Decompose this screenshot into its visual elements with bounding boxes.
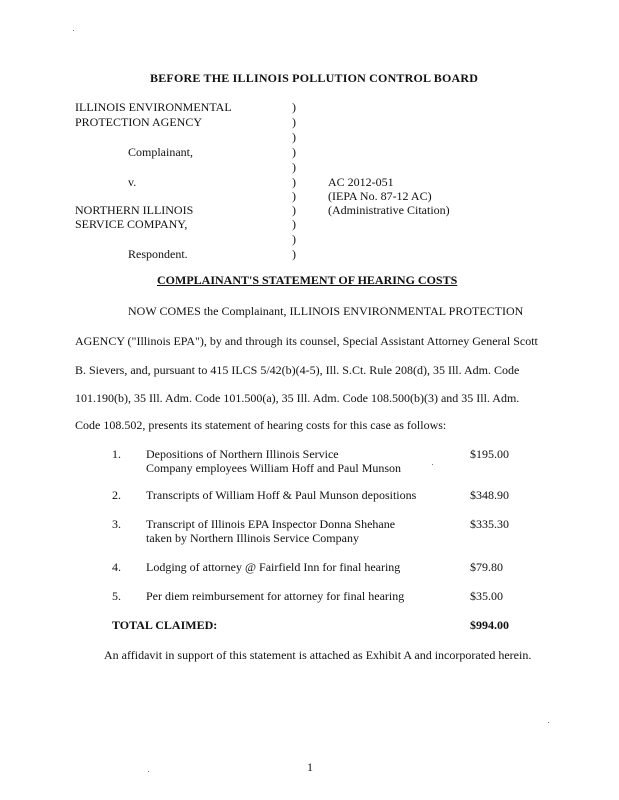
caption-paren: ) <box>292 203 296 217</box>
cost-item-description: Company employees William Hoff and Paul Munson <box>146 461 402 475</box>
intro-line: 101.190(b), 35 Ill. Adm. Code 101.500(a), 35 Ill. Adm. Code 108.500(b)(3) and 35 Ill. Adm. <box>75 391 520 405</box>
total-amount: $994.00 <box>470 618 509 632</box>
cost-item-amount: $348.90 <box>470 488 509 502</box>
cost-item-amount: $79.80 <box>470 560 503 574</box>
complainant-role: Complainant, <box>128 145 193 159</box>
cost-item-amount: $35.00 <box>470 589 503 603</box>
intro-line: B. Sievers, and, pursuant to 415 ILCS 5/42(b)(4-5), Ill. S.Ct. Rule 208(d), 35 Ill. Adm. Code <box>75 363 520 377</box>
cost-item-number: 2. <box>112 488 121 502</box>
cost-item-description: Lodging of attorney @ Fairfield Inn for final hearing <box>146 560 401 574</box>
cost-item-amount: $335.30 <box>470 517 509 531</box>
caption-paren: ) <box>292 130 296 144</box>
scan-speck <box>432 464 433 465</box>
caption-paren: ) <box>292 232 296 246</box>
versus-label: v. <box>128 175 137 189</box>
cost-item-number: 5. <box>112 589 121 603</box>
complainant-name-line1: ILLINOIS ENVIRONMENTAL <box>75 100 232 114</box>
board-title: BEFORE THE ILLINOIS POLLUTION CONTROL BOARD <box>150 71 479 85</box>
scan-speck <box>548 722 549 723</box>
scan-speck <box>148 771 149 772</box>
caption-paren: ) <box>292 189 296 203</box>
intro-line: AGENCY ("Illinois EPA"), by and through its counsel, Special Assistant Attorney General Scott <box>75 334 538 348</box>
total-label: TOTAL CLAIMED: <box>112 618 218 632</box>
caption-paren: ) <box>292 247 296 261</box>
cost-item-number: 4. <box>112 560 121 574</box>
respondent-role: Respondent. <box>128 247 188 261</box>
cost-item-description: Per diem reimbursement for attorney for final hearing <box>146 589 405 603</box>
cost-item-number: 3. <box>112 517 121 531</box>
scan-speck <box>73 30 74 31</box>
complainant-name-line2: PROTECTION AGENCY <box>75 115 203 129</box>
caption-paren: ) <box>292 145 296 159</box>
caption-paren: ) <box>292 115 296 129</box>
intro-line: NOW COMES the Complainant, ILLINOIS ENVIRONMENTAL PROTECTION <box>128 304 524 318</box>
iepa-number: (IEPA No. 87-12 AC) <box>328 189 432 203</box>
cost-item-number: 1. <box>112 447 121 461</box>
caption-paren: ) <box>292 160 296 174</box>
intro-line: Code 108.502, presents its statement of hearing costs for this case as follows: <box>75 418 447 432</box>
citation-type: (Administrative Citation) <box>328 203 450 217</box>
cost-item-description: taken by Northern Illinois Service Company <box>146 531 359 545</box>
page-number: 1 <box>307 760 313 774</box>
cost-item-description: Transcript of Illinois EPA Inspector Donna Shehane <box>146 517 396 531</box>
statement-heading: COMPLAINANT'S STATEMENT OF HEARING COSTS <box>157 273 458 287</box>
respondent-name-line1: NORTHERN ILLINOIS <box>75 203 194 217</box>
caption-paren: ) <box>292 217 296 231</box>
respondent-name-line2: SERVICE COMPANY, <box>75 217 188 231</box>
caption-paren: ) <box>292 100 296 114</box>
cost-item-amount: $195.00 <box>470 447 509 461</box>
cost-item-description: Depositions of Northern Illinois Service <box>146 447 339 461</box>
caption-paren: ) <box>292 175 296 189</box>
case-number: AC 2012-051 <box>328 175 394 189</box>
cost-item-description: Transcripts of William Hoff & Paul Munson depositions <box>146 488 417 502</box>
affidavit-note: An affidavit in support of this statement is attached as Exhibit A and incorporated herein. <box>104 648 532 662</box>
